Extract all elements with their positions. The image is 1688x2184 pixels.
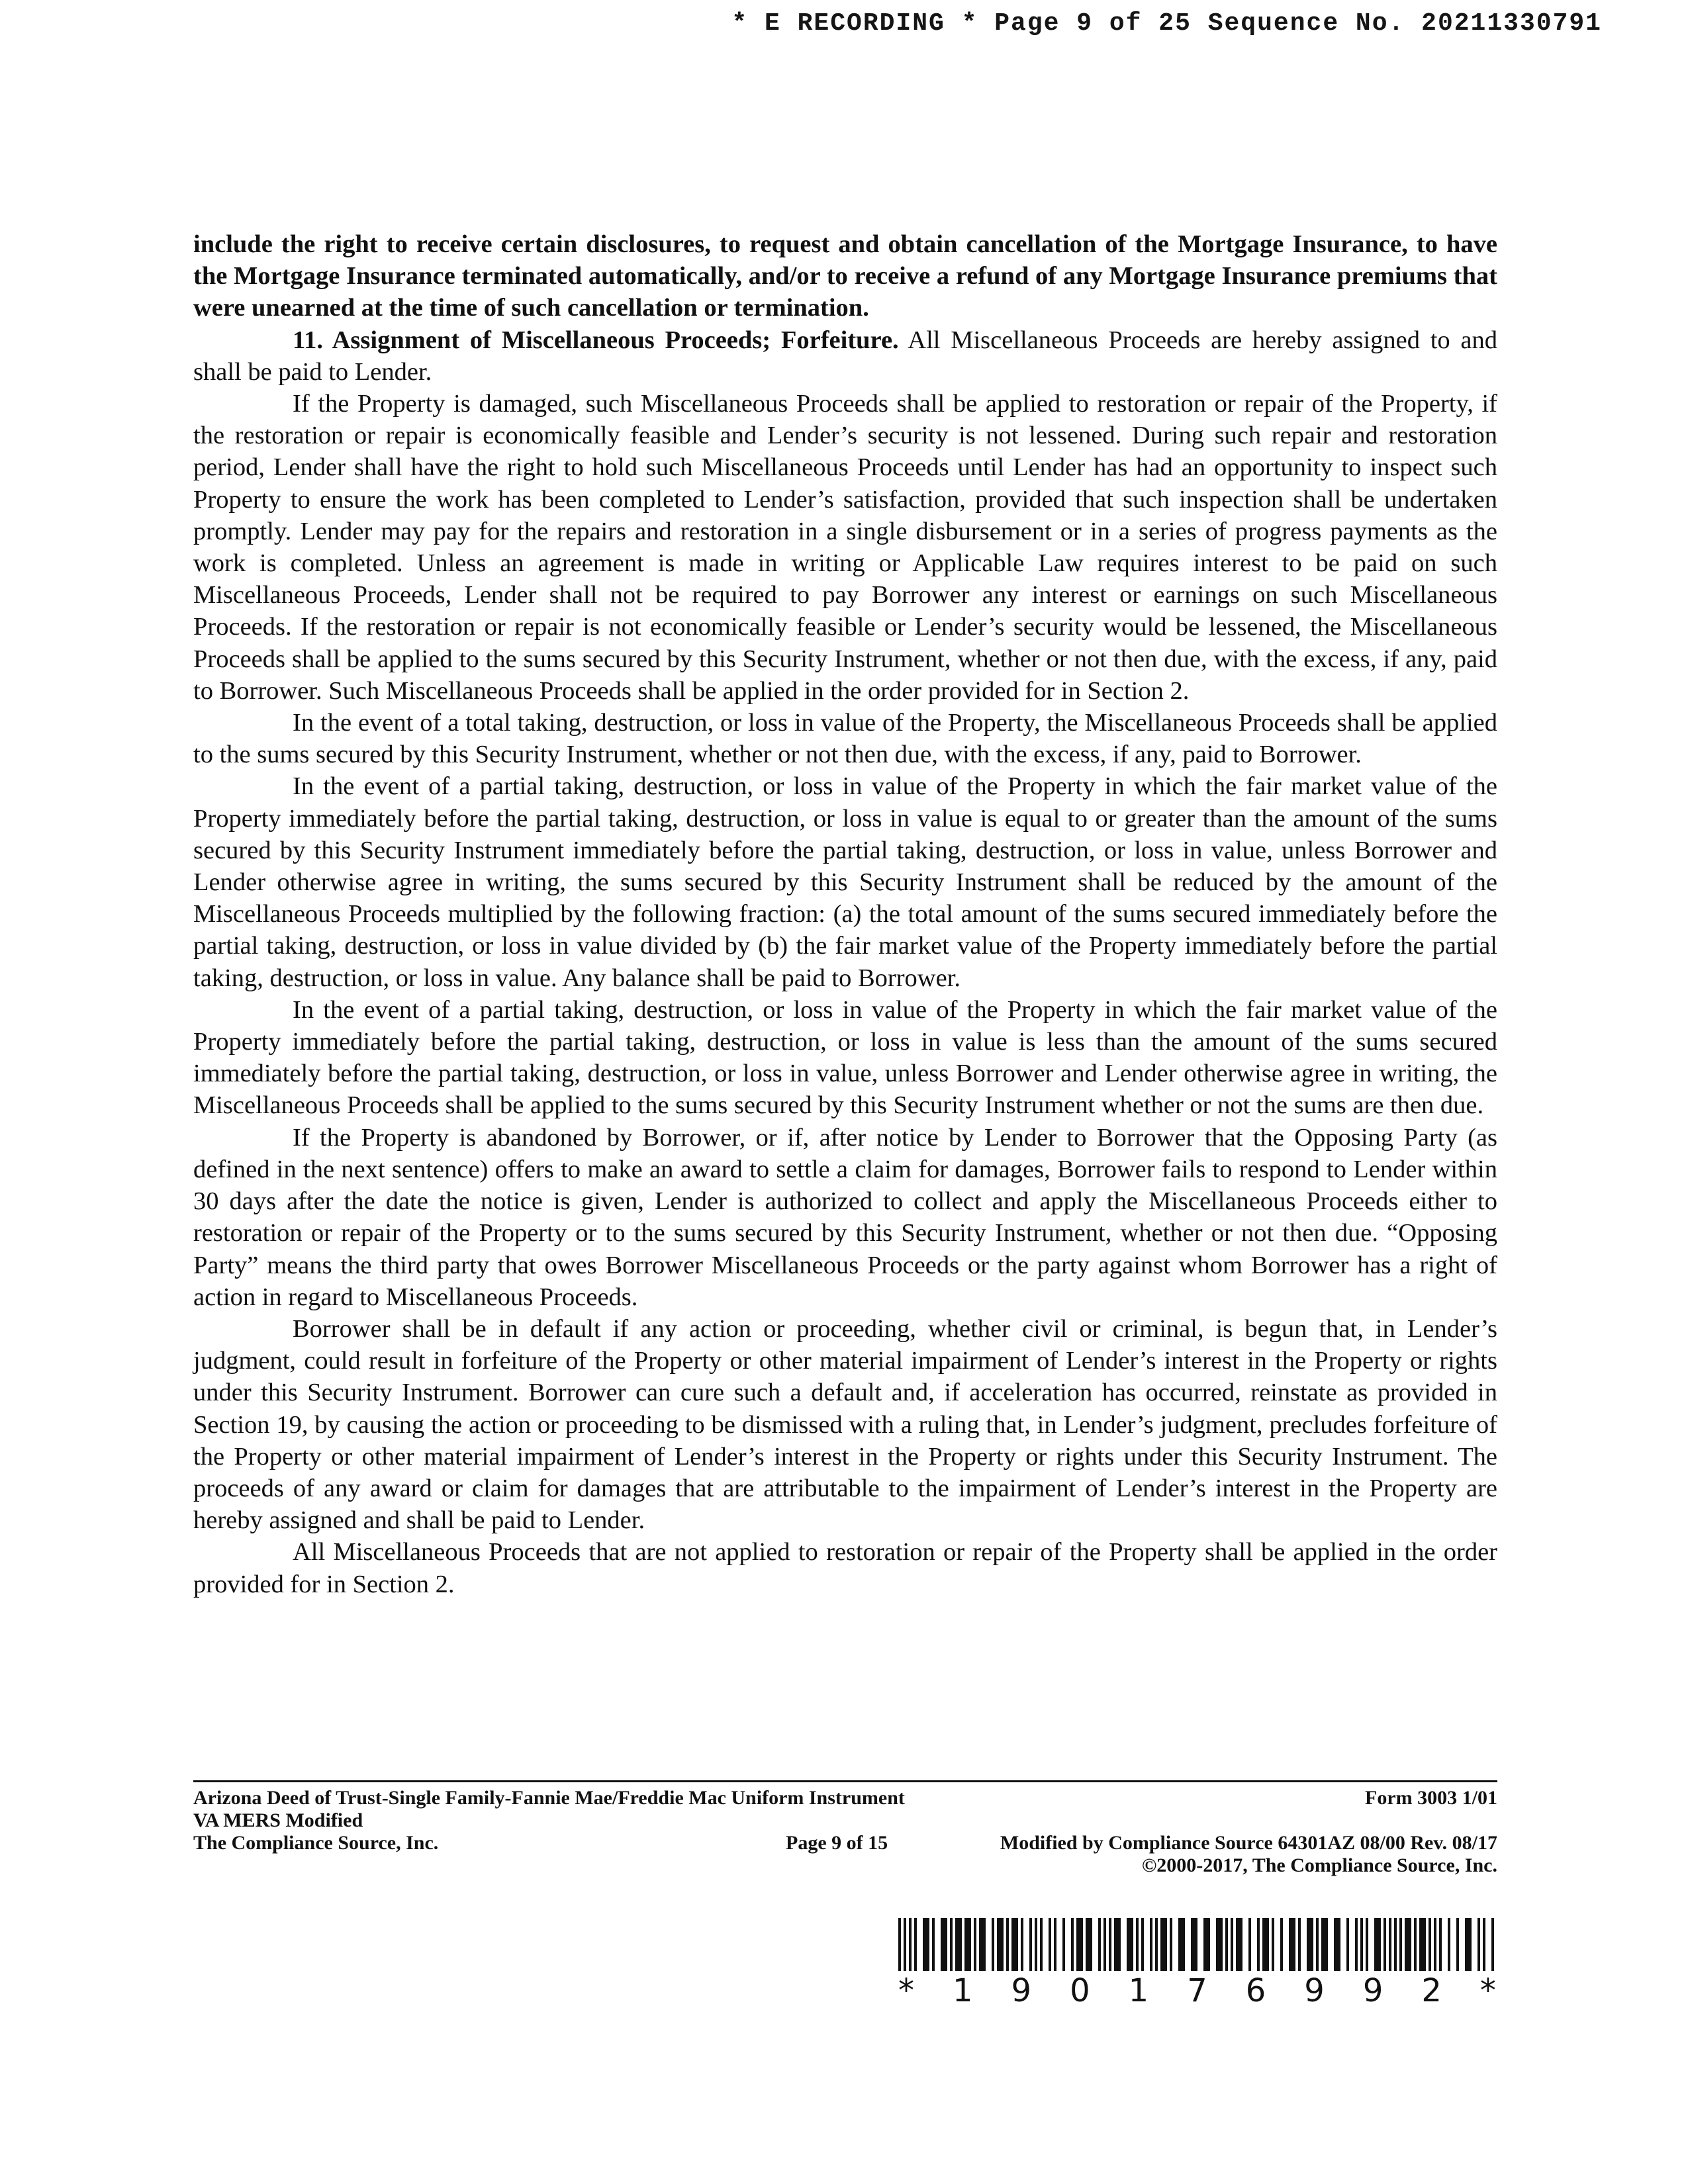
barcode-bar — [1062, 1918, 1065, 1971]
recording-stamp: * E RECORDING * Page 9 of 25 Sequence No. 20211330791 — [731, 9, 1602, 38]
barcode-bar — [1360, 1918, 1363, 1971]
barcode-bar — [904, 1918, 906, 1971]
barcode-bar — [955, 1918, 962, 1971]
barcode-bar — [1216, 1918, 1223, 1971]
barcode-bar — [992, 1918, 994, 1971]
barcode-bar — [964, 1918, 971, 1971]
footer-doc-title: Arizona Deed of Trust-Single Family-Fannie Mae/Freddie Mac Uniform Instrument — [193, 1787, 905, 1809]
barcode-char: * — [898, 1972, 914, 2009]
barcode-bar — [1006, 1918, 1009, 1971]
barcode-bar — [1054, 1918, 1056, 1971]
barcode-bar — [1321, 1918, 1328, 1971]
barcode-text — [898, 1972, 1496, 2009]
barcode-bar — [1429, 1918, 1431, 1971]
barcode-bar — [1298, 1918, 1301, 1971]
barcode-bar — [974, 1918, 976, 1971]
barcode-bar — [1035, 1918, 1037, 1971]
barcode-bar — [1086, 1918, 1092, 1971]
footer-company: The Compliance Source, Inc. — [193, 1832, 439, 1854]
barcode-bar — [1150, 1918, 1152, 1971]
barcode-bar — [1127, 1918, 1133, 1971]
barcode-bar — [997, 1918, 1004, 1971]
barcode-bar — [1155, 1918, 1158, 1971]
barcode-bar — [923, 1918, 929, 1971]
document-body — [193, 228, 1497, 1600]
barcode-bar — [1405, 1918, 1411, 1971]
barcode-char: 1 — [953, 1972, 973, 2009]
barcode-bar — [1170, 1918, 1172, 1971]
barcode-bar — [1236, 1918, 1243, 1971]
barcode-bar — [1049, 1918, 1051, 1971]
barcode-bar — [1160, 1918, 1167, 1971]
barcode-bar — [1307, 1918, 1313, 1971]
barcode-bar — [914, 1918, 917, 1971]
barcode-bar — [1231, 1918, 1233, 1971]
barcode-bar — [1394, 1918, 1397, 1971]
barcode-bar — [1103, 1918, 1106, 1971]
barcode-bar — [979, 1918, 986, 1971]
barcode-bar — [1289, 1918, 1295, 1971]
barcode-bar — [1448, 1918, 1450, 1971]
barcode-bar — [1434, 1918, 1436, 1971]
section-heading: 11. Assignment of Miscellaneous Proceeds; Forfeiture. — [293, 326, 899, 354]
barcode-bar — [1178, 1918, 1185, 1971]
paragraph-default: Borrower shall be in default if any action or proceeding, whether civil or criminal, is begun that, in Lender’s judgment, could result in forfeiture of the Property or other material impairment of Lender’s interest in the Property or rights under this Security Instrument. Borrower can cure such a default and, if acceleration has occurred, reinstate as provided in Section 19, by causing the action or proceeding to be dismissed with a ruling that, in Lender’s judgment, precludes forfeiture of the Property or other material impairment of Lender’s interest in the Property or rights under this Security Instrument. The proceeds of any award or claim for damages that are attributable to the impairment of Lender’s interest in the Property are hereby assigned and shall be paid to Lender. — [193, 1314, 1497, 1535]
barcode-bar — [1366, 1918, 1368, 1971]
paragraph-abandoned: If the Property is abandoned by Borrower, or if, after notice by Lender to Borrower that the Opposing Party (as defined in the next sentence) offers to make an award to settle a claim for damages, Borrower fails to respond to Lender within 30 days after the date the notice is given, Lender is authorized to collect and apply the Miscellaneous Proceeds either to restoration or repair of the Property or to the sums secured by this Security Instrument, whether or not then due. “Opposing Party” means the third party that owes Borrower Miscellaneous Proceeds or the party against whom Borrower has a right of action in regard to Miscellaneous Proceeds. — [193, 1123, 1497, 1311]
barcode-bar — [1191, 1918, 1197, 1971]
barcode-bar — [1483, 1918, 1485, 1971]
barcode-bar — [1389, 1918, 1391, 1971]
paragraph-total-taking: In the event of a total taking, destruction, or loss in value of the Property, the Miscellaneous Proceeds shall be applied to the sums secured by this Security Instrument, whether or not then due, with the excess, if any, paid to Borrower. — [193, 709, 1497, 769]
barcode-bar — [1040, 1918, 1043, 1971]
footer-modifier: VA MERS Modified — [193, 1809, 363, 1831]
barcode-bar — [1248, 1918, 1251, 1971]
barcode-bar — [1355, 1918, 1358, 1971]
barcode-bar — [898, 1918, 901, 1971]
paragraph-partial-taking-less: In the event of a partial taking, destruction, or loss in value of the Property in which the fair market value of the Property immediately before the partial taking, destruction, or loss in value is less than the amount of the sums secured immediately before the partial taking, destruction, or loss in value, unless Borrower and Lender otherwise agree in writing, the Miscellaneous Proceeds shall be applied to the sums secured by this Security Instrument whether or not the sums are then due. — [193, 995, 1497, 1120]
barcode-bar — [1114, 1918, 1121, 1971]
barcode-bar — [1477, 1918, 1480, 1971]
barcode-char: 9 — [1362, 1972, 1383, 2009]
barcode-bar — [1374, 1918, 1381, 1971]
section-heading-text: All Miscellaneous Proceeds are hereby assigned to and shall be paid to Lender. — [193, 326, 1497, 386]
barcode-bar — [1262, 1918, 1269, 1971]
barcode-bar — [1029, 1918, 1032, 1971]
barcode-char: 0 — [1070, 1972, 1090, 2009]
barcode-bar — [1346, 1918, 1349, 1971]
paragraph-damage: If the Property is damaged, such Miscellaneous Proceeds shall be applied to restoration or repair of the Property, if the restoration or repair is economically feasible and Lender’s security is not lessened. During such repair and restoration period, Lender shall have the right to hold such Miscellaneous Proceeds until Lender has had an opportunity to inspect such Property to ensure the work has been completed to Lender’s satisfaction, provided that such inspection shall be undertaken promptly. Lender may pay for the repairs and restoration in a single disbursement or in a series of progress payments as the work is completed. Unless an agreement is made in writing or Applicable Law requires interest to be paid on such Miscellaneous Proceeds, Lender shall not be required to pay Borrower any interest or earnings on such Miscellaneous Proceeds. If the restoration or repair is not economically feasible or Lender’s security would be lessened, the Miscellaneous Proceeds shall be applied to the sums secured by this Security Instrument, whether or not then due, with the excess, if any, paid to Borrower. Such Miscellaneous Proceeds shall be applied in the order provided for in Section 2. — [193, 390, 1497, 705]
barcode-bar — [1136, 1918, 1139, 1971]
barcode-bar — [1465, 1918, 1472, 1971]
barcode-bar — [1280, 1918, 1283, 1971]
barcode-char: 7 — [1187, 1972, 1207, 2009]
barcode-bar — [1414, 1918, 1417, 1971]
intro-paragraph: include the right to receive certain disclosures, to request and obtain cancellation of the Mortgage Insurance, to have the Mortgage Insurance terminated automatically, and/or to receive a refund of any Mortgage Insurance premiums that were unearned at the time of such cancellation or termination. — [193, 230, 1497, 322]
barcode-bar — [1316, 1918, 1319, 1971]
barcode-char: * — [1479, 1972, 1496, 2009]
barcode-image — [898, 1918, 1496, 1971]
barcode-bar — [950, 1918, 953, 1971]
paragraph-partial-taking-greater: In the event of a partial taking, destruction, or loss in value of the Property in which the fair market value of the Property immediately before the partial taking, destruction, or loss in value is equal to or greater than the amount of the sums secured by this Security Instrument immediately before the partial taking, destruction, or loss in value, unless Borrower and Lender otherwise agree in writing, the sums secured by this Security Instrument shall be reduced by the amount of the Miscellaneous Proceeds multiplied by the following fraction: (a) the total amount of the sums secured immediately before the partial taking, destruction, or loss in value divided by (b) the fair market value of the Property immediately before the partial taking, destruction, or loss in value. Any balance shall be paid to Borrower. — [193, 772, 1497, 992]
footer-modified-by: Modified by Compliance Source 64301AZ 08/00 Rev. 08/17 — [1000, 1832, 1497, 1854]
barcode-bar — [1334, 1918, 1340, 1971]
barcode-bar — [1399, 1918, 1402, 1971]
barcode-bar — [909, 1918, 912, 1971]
barcode-bar — [932, 1918, 935, 1971]
footer-form-number: Form 3003 1/01 — [1365, 1787, 1497, 1809]
footer-divider — [193, 1780, 1497, 1782]
barcode-bar — [1098, 1918, 1101, 1971]
barcode-char: 1 — [1128, 1972, 1149, 2009]
barcode-bar — [1109, 1918, 1111, 1971]
barcode-char: 2 — [1421, 1972, 1442, 2009]
barcode-bar — [1203, 1918, 1210, 1971]
page-footer — [193, 1787, 1497, 1886]
barcode-char: 9 — [1011, 1972, 1032, 2009]
footer-page-number: Page 9 of 15 — [786, 1832, 888, 1854]
barcode-bar — [1272, 1918, 1274, 1971]
barcode-bar — [1071, 1918, 1074, 1971]
barcode-bar — [1076, 1918, 1083, 1971]
paragraph-remaining-proceeds: All Miscellaneous Proceeds that are not applied to restoration or repair of the Property shall be applied in the order provided for in Section 2. — [193, 1538, 1497, 1598]
barcode-bar — [1439, 1918, 1442, 1971]
barcode-bar — [1011, 1918, 1018, 1971]
barcode-bar — [1141, 1918, 1144, 1971]
barcode-bar — [1383, 1918, 1386, 1971]
barcode-char: 6 — [1245, 1972, 1266, 2009]
barcode-bar — [1419, 1918, 1426, 1971]
barcode-bar — [1257, 1918, 1260, 1971]
barcode-bar — [941, 1918, 947, 1971]
section-11-paragraph — [193, 324, 1497, 388]
barcode-bar — [1225, 1918, 1228, 1971]
barcode-bar — [1456, 1918, 1459, 1971]
barcode-bar — [1491, 1918, 1494, 1971]
footer-copyright: ©2000-2017, The Compliance Source, Inc. — [1141, 1854, 1497, 1876]
barcode-bar — [1021, 1918, 1023, 1971]
barcode-char: 9 — [1304, 1972, 1325, 2009]
